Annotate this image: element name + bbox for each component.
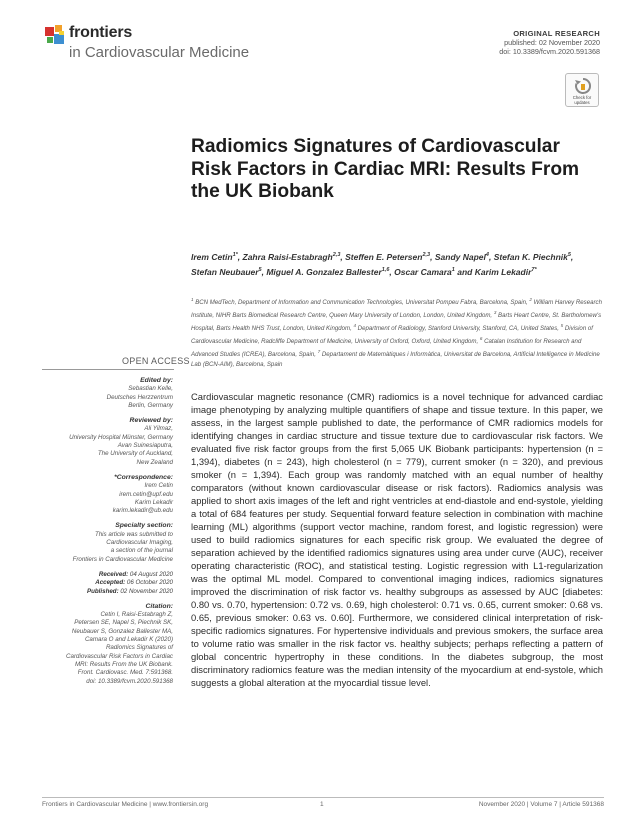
citation-heading: Citation: xyxy=(145,602,173,610)
date-label: Accepted: xyxy=(95,579,126,587)
check-for-updates-button[interactable] xyxy=(565,73,599,107)
date-row xyxy=(30,571,173,579)
published-date: published: 02 November 2020 xyxy=(504,38,600,47)
sidebar-line: Cetin I, Raisi-Estabragh Z, xyxy=(100,611,173,619)
date-value: 04 August 2020 xyxy=(128,570,173,578)
sidebar-line: University Hospital Münster, Germany xyxy=(69,433,173,441)
sidebar-line: doi: 10.3389/fcvm.2020.591368 xyxy=(86,677,173,685)
date-row xyxy=(30,579,173,587)
sidebar-line: Petersen SE, Napel S, Piechnik SK, xyxy=(74,619,173,627)
sidebar-line: This article was submitted to xyxy=(94,530,173,538)
sidebar-line: Cardiovascular Risk Factors in Cardiac xyxy=(66,652,173,660)
article-type: ORIGINAL RESEARCH xyxy=(513,29,600,38)
sidebar-line: Radiomics Signatures of xyxy=(105,644,173,652)
sidebar-line: Frontiers in Cardiovascular Medicine xyxy=(72,555,173,563)
author-name[interactable]: Oscar Camara xyxy=(394,266,452,277)
author-affiliation-mark: 4 xyxy=(485,252,489,258)
affiliation-number: 1 xyxy=(191,297,194,302)
specialty-section-list xyxy=(30,531,173,564)
article-title: Radiomics Signatures of Cardiovascular Risk Factors in Cardiac MRI: Results From the UK Biobank xyxy=(191,136,580,202)
affiliations xyxy=(191,295,603,370)
check-for-updates-label: Check for updates xyxy=(572,95,592,105)
date-label: Received: xyxy=(98,570,129,578)
affiliation-number: 5 xyxy=(560,323,564,329)
affiliation-text: William Harvey Research Institute, NIHR Barts Biomedical Research Centre, Queen Mary University of London, London, United Kingdom, xyxy=(191,299,602,320)
author-affiliation-mark: 2,3 xyxy=(422,252,431,258)
abstract-text: Cardiovascular magnetic resonance (CMR) radiomics is a novel technique for advanced cardiac image phenotyping by analyzing multiple quantifiers of shape and tissue texture. In this paper, we assess, in the largest sample published to date, the performance of CMR radiomics models for identifying changes in cardiac structure and tissue texture due to cardiovascular risk factors. We evaluated five risk factor groups from the first 5,065 UK Biobank participants: hypertension (n = 1,394), diabetes (n = 243), high cholesterol (n = 779), current smoker (n = 320), and previous smoker (n = 1,394). Each group was randomly matched with an equal number of healthy comparators (without known cardiovascular disease or risk factors). Radiomics analysis was applied to short axis images of the left and right ventricles at end-diastole and end-systole, yielding a total of 684 features per study. Sequential forward feature selection in combination with machine learning (ML) algorithms (support vector machine, random forest, and logistic regression) were used to build radiomics signatures for each specific risk group. We evaluated the degree of separation achieved by the identified radiomics signatures using area under curve (AUC), receiver operating characteristic (ROC), and statistical testing. Logistic regression with L1-regularization was the optimal ML model. Compared to conventional imaging indices, radiomics signatures improved the discrimination of risk factor vs. healthy subgroups as assessed by AUC [diabetes: 0.80 vs. 0.70, hypertension: 0.72 vs. 0.69, high cholesterol: 0.71 vs. 0.65, current smoker: 0.68 vs. 0.65, previous smoker: 0.63 vs. 0.60]. Furthermore, we considered clinical interpretation of risk-specific radiomics signatures. For hypertensive individuals and previous smokers, the surface area to volume ratio was smaller in the risk factor vs. healthy subjects; perhaps reflecting a pattern of global concentric hypertrophy in these conditions. In the diabetes subgroup, the most discriminatory radiomics feature was the median intensity of the myocardium at end-systole, which suggests a global alteration at the myocardial tissue level. xyxy=(191,391,603,688)
author-affiliation-mark: 7* xyxy=(531,266,537,273)
author-name[interactable]: Zahra Raisi-Estabragh xyxy=(242,251,333,262)
sidebar-line: Irem Cetin xyxy=(144,482,173,490)
affiliation-number: 3 xyxy=(493,310,497,316)
sidebar-line: Neubauer S, Gonzalez Ballester MA, xyxy=(71,627,173,635)
affiliation-number: 4 xyxy=(353,323,356,329)
affiliation-text: Departament de Matemàtiques i Informàtica, Universitat de Barcelona, Artificial Intelligence in Medicine Lab (BCN-AIM), Barcelona, Spain xyxy=(191,351,600,369)
author-affiliation-mark: 1 xyxy=(451,266,455,273)
sidebar-line: Cardiovascular Imaging, xyxy=(106,539,173,547)
author-affiliation-mark: 1* xyxy=(232,252,238,258)
article-doi[interactable]: doi: 10.3389/fcvm.2020.591368 xyxy=(499,47,600,56)
footer-divider xyxy=(42,797,604,798)
sidebar-line: Berlin, Germany xyxy=(128,401,173,409)
author-name[interactable]: Irem Cetin xyxy=(191,251,233,262)
author-name[interactable]: Stefan Neubauer xyxy=(191,266,259,277)
open-access-label: OPEN ACCESS xyxy=(122,356,190,366)
sidebar-line: Ali Yilmaz, xyxy=(144,425,173,433)
date-row xyxy=(30,588,173,596)
sidebar-line: irem.cetin@upf.edu xyxy=(119,490,173,498)
reviewed-by-heading: Reviewed by: xyxy=(129,417,173,425)
date-value: 06 October 2020 xyxy=(125,579,173,587)
sidebar-line: Avan Suinesiaputra, xyxy=(117,442,173,450)
sidebar-line: New Zealand xyxy=(136,458,173,466)
affiliation-text: Catalan Institution for Research and Advanced Studies (ICREA), Barcelona, Spain, xyxy=(191,338,582,359)
footer-volume: November 2020 | Volume 7 | Article 591368 xyxy=(478,801,604,808)
article-sidebar xyxy=(30,377,173,686)
sidebar-line: Front. Cardiovasc. Med. 7:591368. xyxy=(77,669,173,677)
article-meta xyxy=(499,29,600,56)
sidebar-line: a section of the journal xyxy=(110,547,173,555)
page-number: 1 xyxy=(320,801,324,808)
citation-list xyxy=(30,611,173,686)
reviewed-by-list xyxy=(30,425,173,466)
affiliation-text: Barts Heart Centre, St. Bartholomew's Hospital, Barts Health NHS Trust, London, United Kingdom, xyxy=(191,312,602,333)
specialty-section-heading: Specialty section: xyxy=(115,522,173,530)
sidebar-line: karim.lekadir@ub.edu xyxy=(112,507,173,515)
author-affiliation-mark: 2,3 xyxy=(332,252,341,258)
check-for-updates-icon xyxy=(572,77,594,95)
sidebar-line: Deutsches Herzzentrum xyxy=(106,393,173,401)
affiliation-text: Division of Cardiovascular Medicine, Radcliffe Department of Medicine, University of Oxford, Oxford, United Kingdom, xyxy=(191,325,593,346)
sidebar-line: The University of Auckland, xyxy=(97,450,173,458)
affiliation-number: 7 xyxy=(317,349,321,355)
edited-by-heading: Edited by: xyxy=(140,377,173,384)
author-name[interactable]: Sandy Napel xyxy=(434,251,486,262)
frontiers-logo-icon xyxy=(44,24,66,46)
sidebar-line: Karim Lekadir xyxy=(134,498,173,506)
date-label: Published: xyxy=(87,587,119,595)
frontiers-logo[interactable] xyxy=(44,22,264,62)
frontiers-brand: frontiers xyxy=(69,24,133,41)
sidebar-divider xyxy=(42,369,174,370)
author-affiliation-mark: 5 xyxy=(567,252,571,258)
author-list: Irem Cetin$^{1*}$, Zahra Raisi-Estabragh$^{2,3}$, Steffen E. Petersen$^{2,3}$, Sandy Napel$^4$, Stefan K. Piechnik$^5$, Stefan Neubauer$^5$, Miguel A. Gonzalez Ballester$^{1,6}$, Oscar Camara$^1$ and Karim Lekadir$^{7*}$ xyxy=(191,251,574,277)
sidebar-line: Sebastian Kelle, xyxy=(128,385,173,393)
correspondence-list[interactable] xyxy=(30,482,173,515)
affiliation-number: 2 xyxy=(529,297,532,302)
author-affiliation-mark: 1,6 xyxy=(381,266,390,273)
affiliation-number: 6 xyxy=(479,336,483,342)
affiliation-text: BCN MedTech, Department of Information and Communication Technologies, Universitat Pompeu Fabra, Barcelona, Spain, xyxy=(193,299,530,307)
sidebar-line: Camara O and Lekadir K (2020) xyxy=(84,636,173,644)
author-name[interactable]: Steffen E. Petersen xyxy=(345,251,423,262)
edited-by-list xyxy=(30,385,173,410)
affiliation-text: Department of Radiology, Stanford University, Stanford, CA, United States, xyxy=(355,325,561,333)
article-dates xyxy=(30,571,173,596)
footer-journal[interactable]: Frontiers in Cardiovascular Medicine | www.frontiersin.org xyxy=(42,801,209,808)
journal-name: in Cardiovascular Medicine xyxy=(69,44,250,61)
author-affiliation-mark: 5 xyxy=(258,266,262,273)
sidebar-line: MRI: Results From the UK Biobank. xyxy=(75,660,173,668)
author-name[interactable]: Miguel A. Gonzalez Ballester xyxy=(266,266,382,277)
date-value: 02 November 2020 xyxy=(118,587,173,595)
correspondence-heading: *Correspondence: xyxy=(114,473,173,481)
author-name[interactable]: Karim Lekadir xyxy=(474,266,532,277)
author-name[interactable]: Stefan K. Piechnik xyxy=(493,251,568,262)
